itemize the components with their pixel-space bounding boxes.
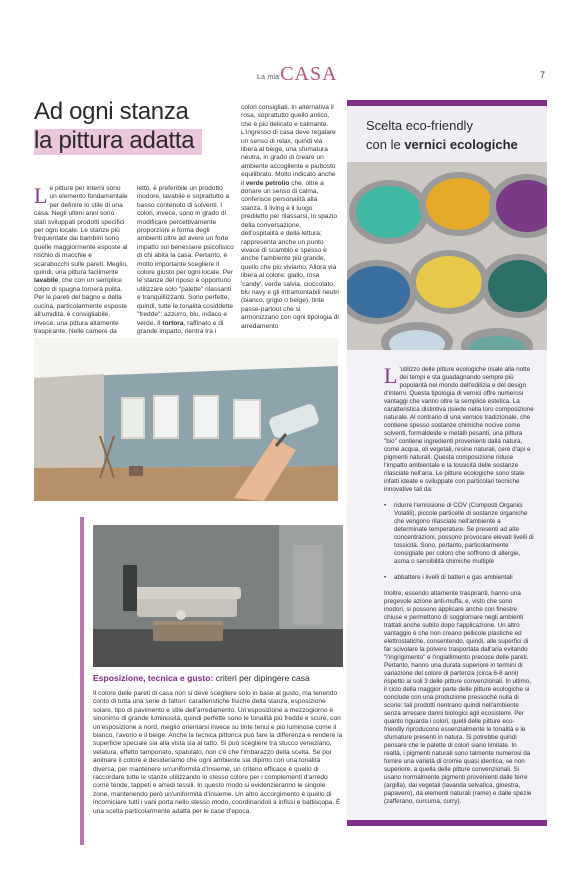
sidebar-title-2-pre: con le [366,137,405,152]
sidebar-outro: Inoltre, essendo altamente traspiranti, hanno una pregevole azione anti-muffa, e, visto che sono inodori, si possono applicare anche con finestre chiuse e permettono di soggiornare negli ambienti trattati anche subito dopo l'applicazione. Un altro vantaggio è che non creano pellicole plastiche ed elettrostatiche, consentendo, quindi, alle superfici di far scivolare la polvere trasportata dall'aria evitando "l'ingrigimento" e l'ingiallimento precoce delle pareti. Pertanto, hanno una durata superiore in termini di variazione del colore di partenza (circa 6-8 anni) rispetto ai soli 3 delle pitture convenzionali. In ultimo, il ciclo della maggior parte delle pitture ecologiche si conclude con una produzione pressoché nulla di scorie: tali prodotti rientrano quindi nell'ambiente senza arrecare danni biologici agli ecosistemi. Per quanto riguarda i colori, quelli delle pitture eco-friendly riproducono essenzialmente le tonalità e le sfumature presenti in natura. Si potrebbe quindi pensare che le palette di colori siano limitate. In realtà, i pigmenti naturali sono talmente numerosi da fornire una varietà di cromie quasi identica, se non superiore, a quella delle pitture convenzionali. Si usano normalmente pigmenti provenienti dalle terre (argilla), dai vegetali (lavanda selvatica, ginestra, papavero), da elementi naturali (rame) e dalle spezie (zafferano, curcuma, curry). [384,590,532,805]
sidebar-text [384,363,534,806]
headline-line-1: Ad ogni stanza [34,98,189,125]
col3-bold: verde petrolio [245,179,290,187]
photo-painter-roller [34,338,338,501]
sidebar-title-2 [366,137,518,152]
masthead-pre: La mia [257,74,280,81]
bottom-body-text: Il colore delle pareti di casa non si deve scegliere solo in base al gusto, ma tenendo conto di tutta una serie di fattori: caratteristiche fisiche della stanza, esposizione solare, tipo di pavimento e stile dell'arredamento. Un'esposizione a mezzogiorno è sinonimo di grande luminosità, quindi perfette sono le tonalità più fredde e scure, con un'esposizione a nord, meglio orientarsi invece su tinte tenui e più luminose come il bianco, l'avorio e il beige. Anche la tecnica pittorica può fare la differenza e rendere la superficie speciale sia alla vista sia al tatto. Si può scegliere tra stucco veneziano, velatura, effetto tamponato, spatolato, non c'è che l'imbarazzo della scelta. Se poi animare il colore e desideriamo che ogni ambiente sia dipinto con una tonalità diversa, per mantenere un'uniformità d'insieme, un criterio efficace è quello di raccordare tutte le stanze utilizzando lo stesso colore per i complementi d'arredo come tende, tappeti e arredi tessili. In questo modo si evidenzieranno le singole zone, mantenendo però un'uniformità d'insieme. Un altro accorgimento è quello di incorniciare tutti i vani porta nello stesso modo, coordinandoli a infissi e battiscopa. È una scelta particolarmente adatta per le case d'epoca. [93,690,343,815]
dropcap: L [34,183,48,208]
col2-text-b: , raffinato e di grande impatto, rientra tra i [137,319,224,335]
accent-bar [80,517,84,845]
sidebar-bullet-list [384,502,534,582]
subhead-bold: Esposizione, tecnica e gusto: [93,673,214,683]
masthead-brand: CASA [280,63,338,85]
bottom-subheading [93,673,310,683]
sidebar-dropcap: L [384,363,398,388]
sidebar-title-box [347,106,547,162]
col1-text-b: , che con un semplice colpo di spugna tornerà pulita. Per le pareti del bagno e della cucina, particolarmente esposte all'umidità, è consigliabile, invece, una pittura altamente traspirante. Nelle camere da [34,277,128,335]
page-number: 7 [540,70,546,80]
masthead [257,64,338,84]
sidebar-bullet: • ridurre l'emissione di COV (Composti Organici Volatili), piccole particelle di sostanze organiche che vengono rilasciate nell'ambiente a determinate temperature. Se presenti ad alte concentrazioni, possono provocare elevati livelli di tossicità. Sono, pertanto, particolarmente consigliate per coloro che soffrono di allergie, asma o sensibilità chimiche multiple [384,502,534,566]
article-column-3 [241,104,339,331]
sidebar-intro: 'utilizzo delle pitture ecologiche risale alla notte dei tempi e sta guadagnando sempre più popolarità nel mondo dell'edilizia e del design d'interni. Questa tipologia di vernici offre numerosi vantaggi che vanno oltre la semplice estetica. La caratteristica distintiva risiede nella loro composizione naturale. Al contrario di una vernice tradizionale, che contiene spesso sostanze chimiche nocive come solventi, formaldeide e metalli pesanti, una pittura "bio" contiene ingredienti provenienti dalla natura, come acqua, oli vegetali, resine naturali, cere d'api e pigmenti naturali. Questa composizione riduce l'impatto ambientale e la tossicità delle sostanze rilasciate nell'aria. Le pitture ecologiche sono state infatti ideate e sviluppate con particolari tecniche innovative tali da: [384,366,534,493]
col3-text: colori consigliati. In alternativa il rosa, soprattutto quello antico, che è più delicato e calmante. L'ingresso di casa deve regalare un senso di relax, quindi via libera al beige, una sfumatura neutra, in grado di creare un ambiente accogliente e piuttosto equilibrato. Molto indicato anche il [241,104,336,187]
col2-text: letto, è preferibile un prodotto inodore, lavabile e soprattutto a basso contenuto di solventi. I colori, invece, sono in grado di modificare percettivamente proporzioni e forma degli ambienti oltre ad avere un forte impatto sul benessere psicofisico di chi abita la casa. Pertanto, è molto importante scegliere il colore giusto per ogni locale. Per le stanze del riposo è opportuno utilizzare solo "palette" rilassanti e tranquillizzanti. Sono perfette, quindi, tutte le tonalità cosiddette "fredde": azzurro, blu, indaco e verde. Il [137,185,234,327]
photo-paint-cans [347,162,547,350]
col2-bold: tortora [162,319,184,327]
sidebar-title-1: Scelta eco-friendly [366,118,473,133]
sidebar-bottom-bar [347,820,547,826]
article-column-2 [137,185,235,336]
col1-text: e pitture per interni sono un elemento fondamentale per definire lo stile di una casa. Negli ultimi anni sono stati sviluppati prodotti specifici per ogni locale. Le stanze più frequentate dai bambini sono quelle maggiormente esposte al rischio di macchie e scarabocchi sulle pareti. Meglio, quindi, una pittura facilmente [34,185,128,277]
sidebar-bullet: • abbattere i livelli di batteri e gas ambientali [384,574,534,582]
col3-text-b: che, oltre a donare un senso di calma, conferisce personalità alla stanza. Il living è il luogo prediletto per rilassarsi, lo spazio della conversazione, dell'ospitalità e della lettura; rappresenta anche un punto vivace di scambio e spesso è anche l'ambiente più grande, quello che più viviamo. Allora via libera al colore: giallo, rosa 'candy', verde salvia, cioccolato, blu navy e gli intramontabili neutri (bianco, grigio o beige), tinte passe-partout che si armonizzano con ogni tipologia di arredamento [241,179,339,330]
sidebar-title-2-bold: vernici ecologiche [404,137,518,152]
headline-line-2: la pittura adatta [34,127,195,154]
subhead-normal: criteri per dipingere casa [213,673,310,683]
col1-bold: lavabile [34,277,59,285]
article-column-1 [34,185,128,336]
photo-living-room [93,525,343,667]
